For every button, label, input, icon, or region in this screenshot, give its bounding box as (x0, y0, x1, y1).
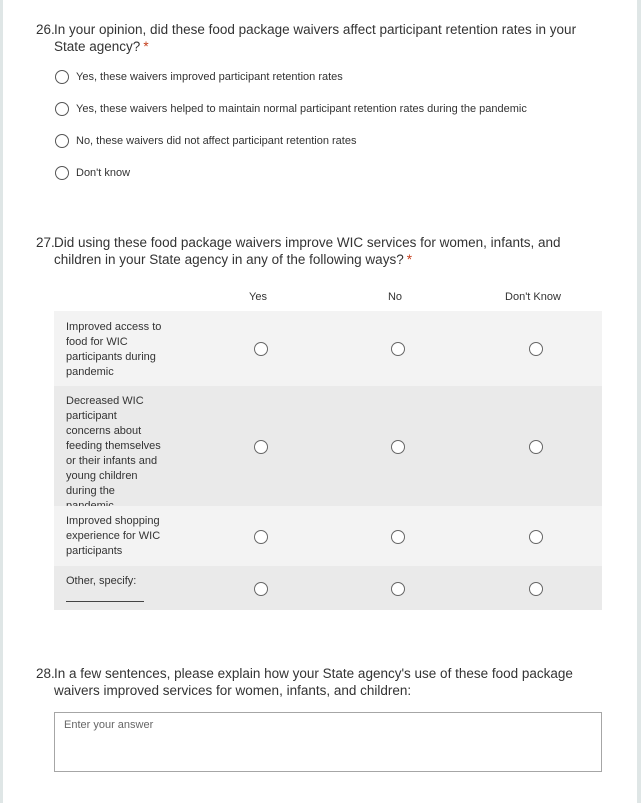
radio-no[interactable] (391, 582, 405, 596)
question-number: 27. (36, 235, 55, 250)
matrix-row-access-to-food (54, 311, 602, 386)
radio-no[interactable] (391, 342, 405, 356)
required-marker: * (406, 252, 412, 267)
radio-yes[interactable] (254, 440, 268, 454)
column-header-dont-know: Don't Know (505, 291, 561, 303)
radio-dont-know[interactable] (529, 582, 543, 596)
q26-option-2[interactable] (55, 101, 527, 117)
answer-placeholder: Enter your answer (64, 719, 154, 731)
row-label: Decreased WIC participant concerns about feeding themselves or their infants and young children during the (66, 395, 161, 497)
option-label: Yes, these waivers improved participant retention rates (76, 71, 343, 83)
column-header-yes: Yes (249, 291, 267, 303)
radio-dont-know[interactable] (529, 342, 543, 356)
radio-button[interactable] (55, 102, 69, 116)
radio-button[interactable] (55, 166, 69, 180)
survey-page (3, 0, 637, 803)
matrix-row-other (54, 566, 602, 610)
required-marker: * (143, 39, 149, 54)
radio-no[interactable] (391, 530, 405, 544)
q26-option-1[interactable] (55, 69, 343, 85)
other-specify-input[interactable] (66, 601, 144, 602)
matrix-row-decreased-concerns (54, 386, 602, 506)
matrix-row-shopping-experience (54, 506, 602, 566)
q26-option-4[interactable] (55, 165, 130, 181)
q26-option-3[interactable] (55, 133, 356, 149)
radio-yes[interactable] (254, 582, 268, 596)
question-text: Did using these food package waivers improve WIC services for women, infants, and children in your State agency in any of the following ways? (54, 235, 561, 267)
option-label: Don't know (76, 167, 131, 179)
radio-no[interactable] (391, 440, 405, 454)
radio-dont-know[interactable] (529, 530, 543, 544)
option-label: Yes, these waivers helped to maintain normal participant retention rates during the pandemic (76, 103, 527, 115)
radio-dont-know[interactable] (529, 440, 543, 454)
question-27-title (36, 234, 596, 268)
question-number: 26. (36, 22, 55, 37)
question-text: In a few sentences, please explain how your State agency's use of these food package waivers improved services for women, infants, and children: (54, 666, 573, 698)
column-header-no: No (387, 291, 403, 303)
row-label: Improved shopping experience for WIC participants (66, 515, 161, 557)
question-26-title (36, 21, 596, 55)
answer-textarea[interactable] (54, 712, 602, 772)
row-label: Improved access to food for WIC participants during pandemic (66, 321, 162, 378)
radio-yes[interactable] (254, 342, 268, 356)
radio-button[interactable] (55, 70, 69, 84)
radio-button[interactable] (55, 134, 69, 148)
option-label: No, these waivers did not affect participant retention rates (76, 135, 357, 147)
radio-yes[interactable] (254, 530, 268, 544)
question-number: 28. (36, 666, 55, 681)
question-text: In your opinion, did these food package waivers affect participant retention rates in your State agency? (54, 22, 577, 54)
row-label: Other, specify: (66, 575, 137, 587)
question-28-title (36, 665, 596, 699)
